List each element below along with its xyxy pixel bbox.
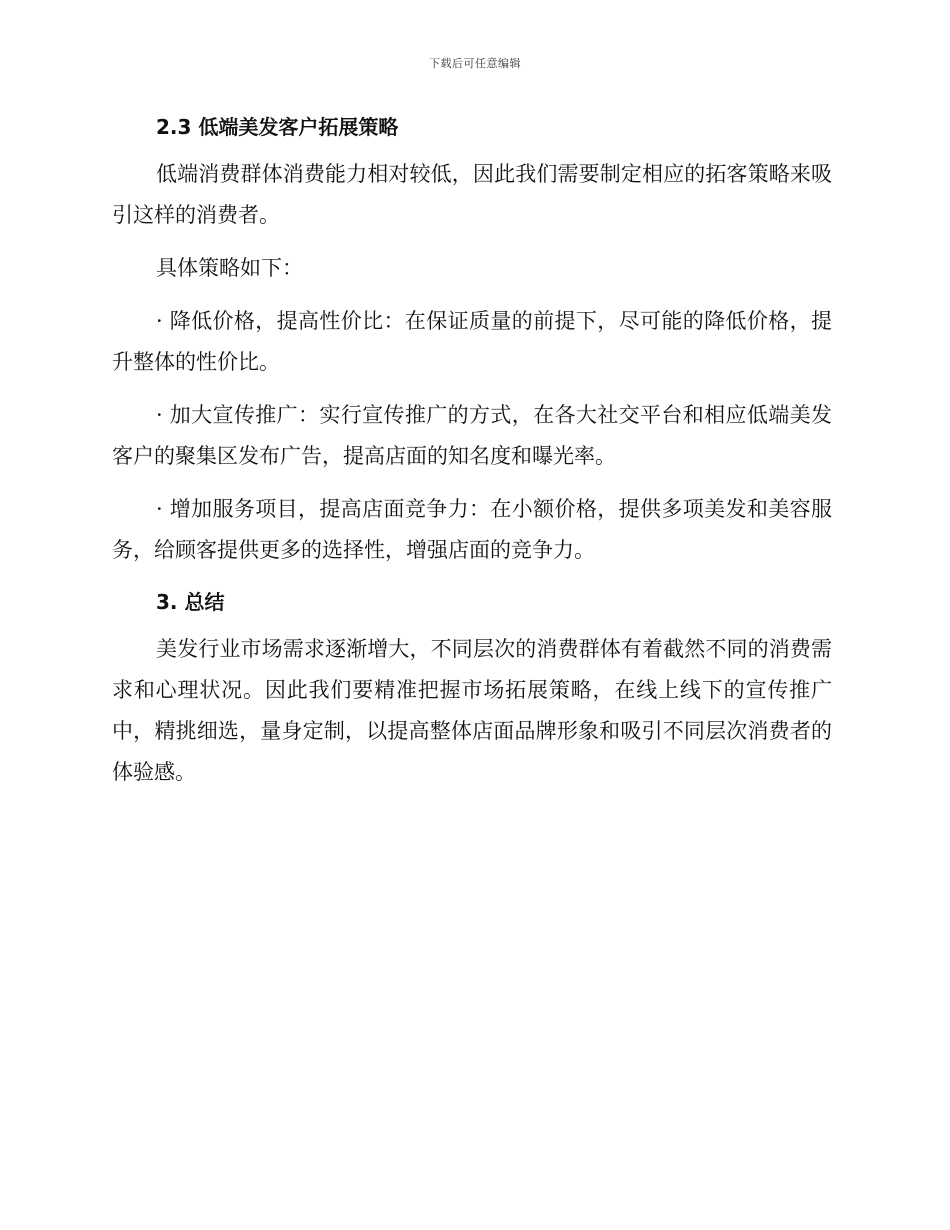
- section-heading-3: 3. 总结: [156, 590, 225, 614]
- strategy-list-intro: 具体策略如下：: [156, 256, 303, 280]
- strategy-item-services: · 增加服务项目，提高店面竞争力：在小额价格，提供多项美发和美容服务，给顾客提供更多的选择性，增强店面的竞争力。: [112, 497, 832, 562]
- section-2-3-intro: 低端消费群体消费能力相对较低，因此我们需要制定相应的拓客策略来吸引这样的消费者。: [112, 162, 832, 227]
- document-body: [112, 108, 832, 805]
- strategy-item-promotion: · 加大宣传推广：实行宣传推广的方式，在各大社交平台和相应低端美发客户的聚集区发布广告，提高店面的知名度和曝光率。: [112, 403, 832, 468]
- section-heading-2-3: 2.3 低端美发客户拓展策略: [156, 115, 399, 139]
- page-header-note: 下载后可任意编辑: [429, 57, 521, 70]
- summary-paragraph: 美发行业市场需求逐渐增大，不同层次的消费群体有着截然不同的消费需求和心理状况。因此我们要精准把握市场拓展策略，在线上线下的宣传推广中，精挑细选，量身定制，以提高整体店面品牌形象和吸引不同层次消费者的体验感。: [112, 637, 832, 784]
- strategy-item-price: · 降低价格，提高性价比：在保证质量的前提下，尽可能的降低价格，提升整体的性价比。: [112, 309, 832, 374]
